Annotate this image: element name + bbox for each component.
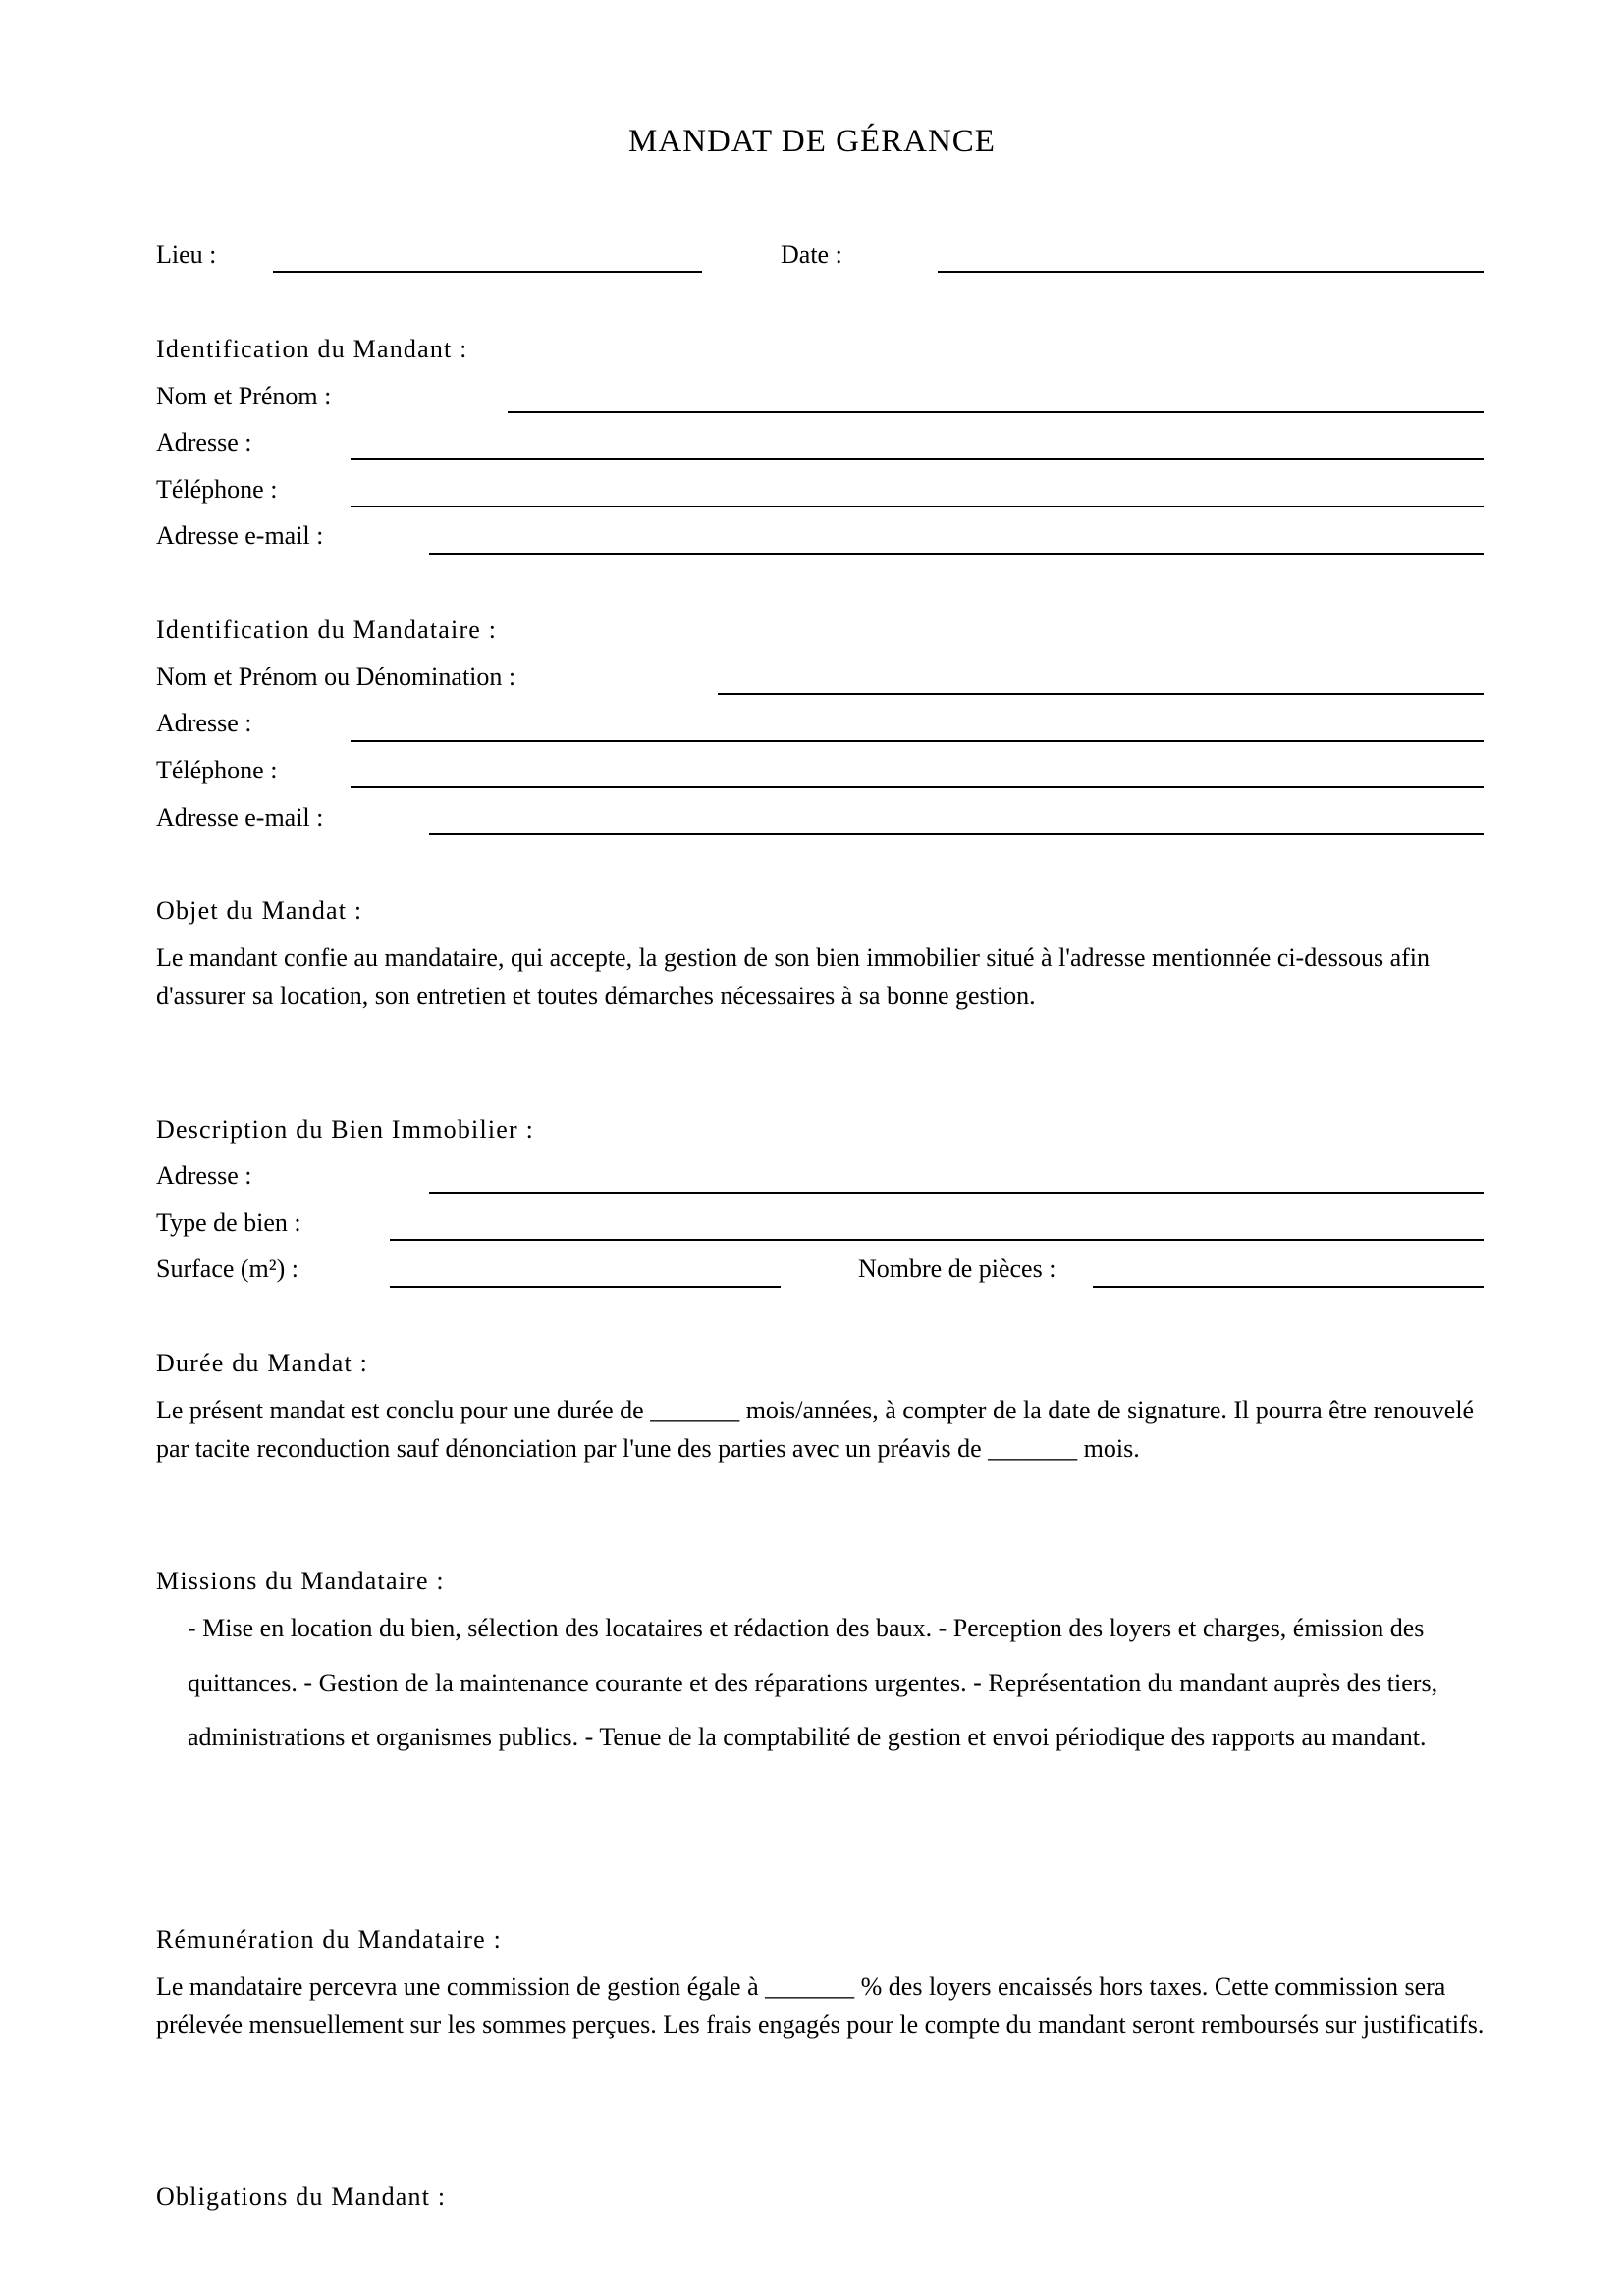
obligations-heading: Obligations du Mandant : — [156, 2182, 447, 2211]
mandataire-email-label: Adresse e-mail : — [156, 803, 324, 831]
bien-pieces-field[interactable] — [1093, 1286, 1484, 1288]
duree-text: Le présent mandat est conclu pour une durée de _______ mois/années, à compter de la date de signature. Il pourra être renouvelé par tacite reconduction sauf dénonciation par l'une des parties avec un préavis de _______ mois. — [156, 1396, 1475, 1463]
missions-heading: Missions du Mandataire : — [156, 1567, 445, 1595]
mandataire-telephone-label: Téléphone : — [156, 756, 278, 784]
mandataire-nom-field[interactable] — [718, 693, 1484, 695]
remuneration-heading: Rémunération du Mandataire : — [156, 1925, 502, 1953]
mandataire-heading: Identification du Mandataire : — [156, 615, 498, 644]
mandant-email-label: Adresse e-mail : — [156, 521, 324, 550]
mandataire-adresse-label: Adresse : — [156, 709, 252, 737]
date-field[interactable] — [938, 271, 1484, 273]
bien-heading: Description du Bien Immobilier : — [156, 1115, 535, 1144]
objet-text: Le mandant confie au mandataire, qui accepte, la gestion de son bien immobilier situé à l'adresse mentionnée ci-dessous afin d'assurer sa location, son entretien et toutes démarches nécessaires à sa bonne gestion. — [156, 943, 1431, 1010]
lieu-label: Lieu : — [156, 240, 217, 269]
mandant-telephone-field[interactable] — [351, 506, 1484, 507]
date-label: Date : — [781, 240, 842, 269]
bien-adresse-field[interactable] — [429, 1192, 1484, 1194]
mandant-nom-field[interactable] — [508, 411, 1484, 413]
mandataire-email-field[interactable] — [429, 833, 1484, 835]
objet-heading: Objet du Mandat : — [156, 896, 363, 925]
bien-surface-field[interactable] — [390, 1286, 781, 1288]
remuneration-text: Le mandataire percevra une commission de gestion égale à _______ % des loyers encaissés hors taxes. Cette commission sera prélevée mensuellement sur les sommes perçues. Les frais engagés pour le compte du mandant seront remboursés sur justificatifs. — [156, 1972, 1485, 2039]
mandataire-nom-label: Nom et Prénom ou Dénomination : — [156, 663, 516, 691]
mandant-adresse-label: Adresse : — [156, 428, 252, 456]
mandant-nom-label: Nom et Prénom : — [156, 382, 332, 410]
mandant-telephone-label: Téléphone : — [156, 475, 278, 504]
mandant-email-field[interactable] — [429, 553, 1484, 555]
mandataire-adresse-field[interactable] — [351, 740, 1484, 742]
mandant-adresse-field[interactable] — [351, 458, 1484, 460]
bien-surface-label: Surface (m²) : — [156, 1255, 298, 1283]
duree-heading: Durée du Mandat : — [156, 1349, 369, 1377]
mandataire-telephone-field[interactable] — [351, 786, 1484, 788]
bien-type-field[interactable] — [390, 1239, 1484, 1241]
missions-text: - Mise en location du bien, sélection des locataires et rédaction des baux. - Perception des loyers et charges, émission des quittances. - Gestion de la maintenance courante et des réparations urgentes. - Représentation du mandant auprès des tiers, administrations et organismes publics. - Tenue de la comptabilité de gestion et envoi périodique des rapports au mandant. — [188, 1614, 1438, 1751]
bien-type-label: Type de bien : — [156, 1208, 301, 1237]
document-title: MANDAT DE GÉRANCE — [628, 124, 996, 159]
lieu-field[interactable] — [273, 271, 702, 273]
bien-adresse-label: Adresse : — [156, 1161, 252, 1190]
mandant-heading: Identification du Mandant : — [156, 335, 468, 363]
bien-pieces-label: Nombre de pièces : — [858, 1255, 1056, 1283]
